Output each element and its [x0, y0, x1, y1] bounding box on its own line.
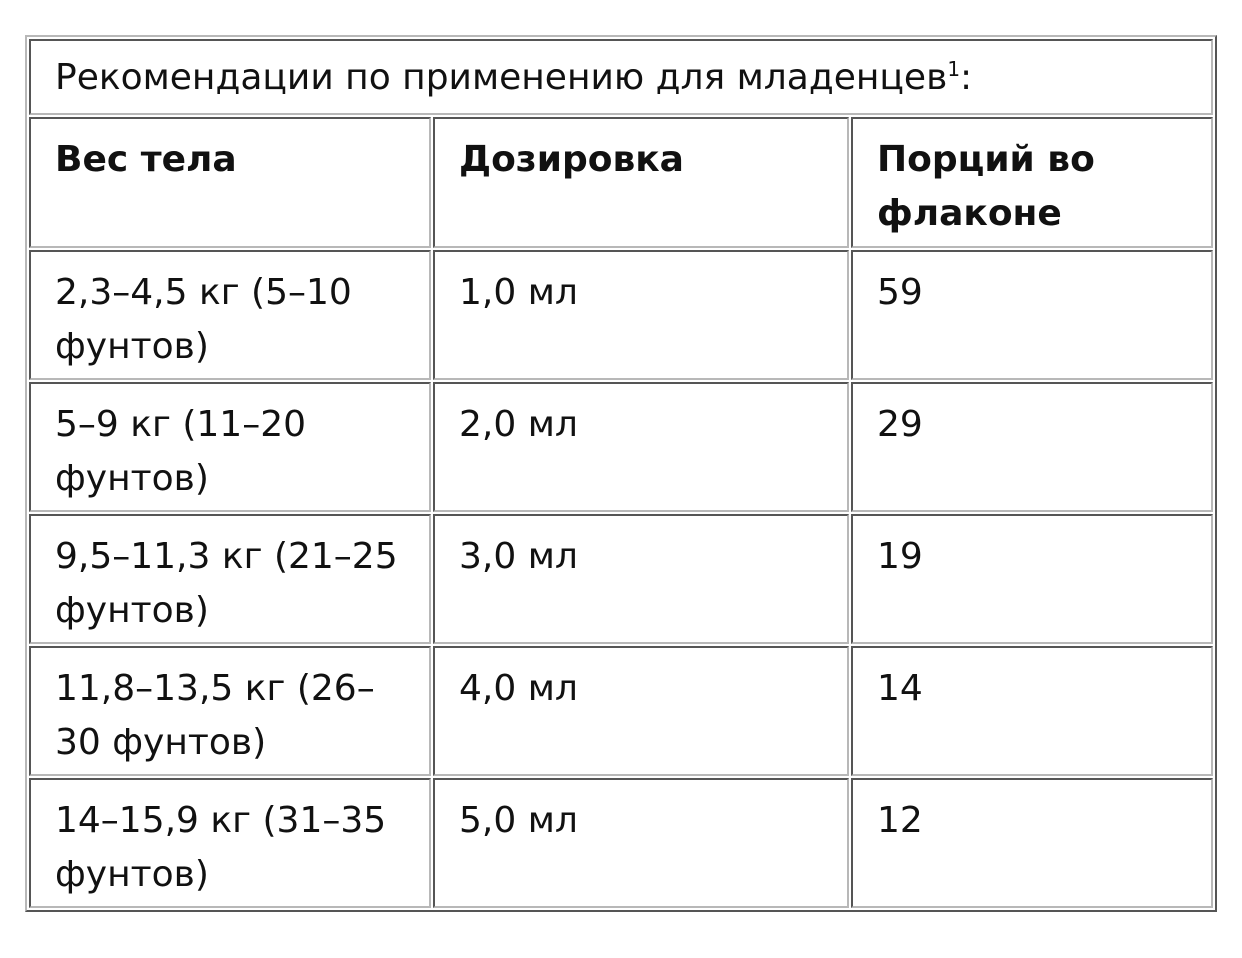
footnote-marker: 1 [947, 57, 961, 81]
cell-body-weight: 9,5–11,3 кг (21–25 фунтов) [29, 514, 431, 644]
table-row [29, 250, 1213, 380]
dosage-table-container [25, 35, 1217, 912]
table-row [29, 514, 1213, 644]
table-row [29, 382, 1213, 512]
cell-body-weight: 2,3–4,5 кг (5–10 фунтов) [29, 250, 431, 380]
cell-dosage: 1,0 мл [433, 250, 849, 380]
dosage-table [27, 37, 1215, 910]
cell-servings: 19 [851, 514, 1213, 644]
table-caption [29, 39, 1213, 115]
cell-body-weight: 14–15,9 кг (31–35 фунтов) [29, 778, 431, 908]
cell-dosage: 2,0 мл [433, 382, 849, 512]
cell-servings: 12 [851, 778, 1213, 908]
table-caption-text: Рекомендации по применению для младенцев [55, 57, 948, 98]
cell-servings: 59 [851, 250, 1213, 380]
cell-dosage: 5,0 мл [433, 778, 849, 908]
cell-body-weight: 11,8–13,5 кг (26–30 фунтов) [29, 646, 431, 776]
table-caption-row [29, 39, 1213, 115]
header-dosage: Дозировка [433, 117, 849, 248]
cell-body-weight: 5–9 кг (11–20 фунтов) [29, 382, 431, 512]
cell-servings: 29 [851, 382, 1213, 512]
table-row [29, 778, 1213, 908]
table-caption-suffix: : [960, 57, 973, 98]
cell-servings: 14 [851, 646, 1213, 776]
table-header-row [29, 117, 1213, 248]
header-body-weight: Вес тела [29, 117, 431, 248]
table-row [29, 646, 1213, 776]
cell-dosage: 3,0 мл [433, 514, 849, 644]
header-servings: Порций во флаконе [851, 117, 1213, 248]
cell-dosage: 4,0 мл [433, 646, 849, 776]
